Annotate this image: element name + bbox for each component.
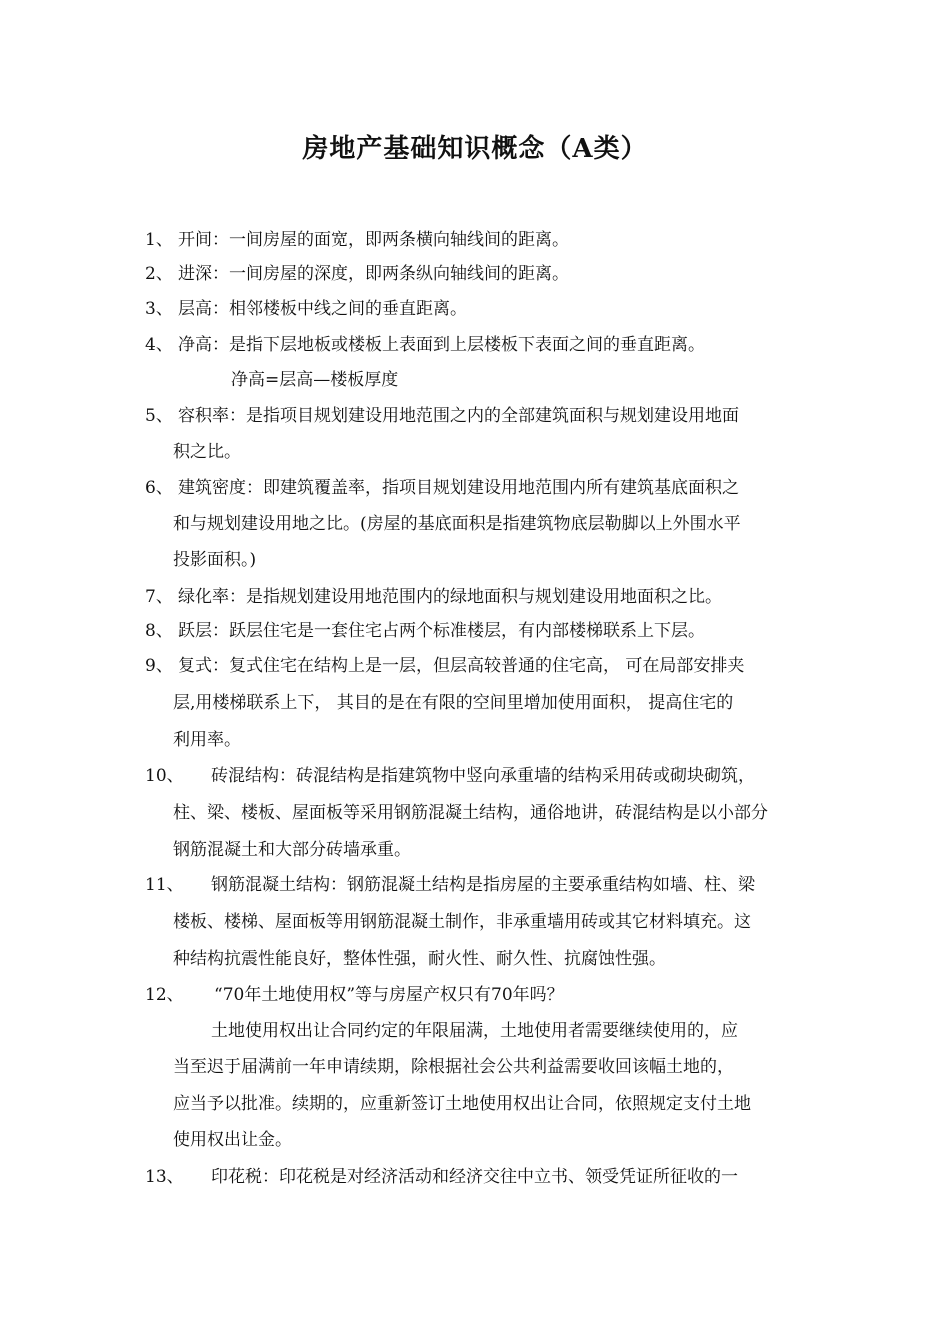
item-text: 和与规划建设用地之比。(房屋的基底面积是指建筑物底层勒脚以上外围水平 — [173, 514, 741, 534]
item-text: 积之比。 — [173, 442, 241, 462]
item-text: 建筑密度：即建筑覆盖率，指项目规划建设用地范围内所有建筑基底面积之 — [178, 478, 739, 498]
item-text: 应当予以批准。续期的，应重新签订土地使用权出让合同，依照规定支付土地 — [173, 1094, 751, 1114]
item-text: 土地使用权出让合同约定的年限届满，土地使用者需要继续使用的，应 — [211, 1021, 738, 1041]
item-text: 投影面积。) — [173, 550, 257, 570]
item-text: 当至迟于届满前一年申请续期，除根据社会公共利益需要收回该幅土地的， — [173, 1057, 734, 1077]
item-number: 6、 — [145, 478, 173, 498]
item-number: 11、 — [145, 875, 184, 895]
page-title: 房地产基础知识概念（A类） — [302, 134, 648, 164]
item-text: 容积率：是指项目规划建设用地范围之内的全部建筑面积与规划建设用地面 — [178, 406, 739, 426]
item-text: 净高：是指下层地板或楼板上表面到上层楼板下表面之间的垂直距离。 — [178, 335, 705, 355]
item-text: “70年土地使用权”等与房屋产权只有70年吗？ — [214, 985, 564, 1005]
item-text: 种结构抗震性能良好，整体性强，耐火性、耐久性、抗腐蚀性强。 — [173, 949, 666, 969]
item-number: 9、 — [145, 656, 173, 676]
item-text: 钢筋混凝土和大部分砖墙承重。 — [173, 840, 411, 860]
item-number: 5、 — [145, 406, 173, 426]
item-text: 楼板、楼梯、屋面板等用钢筋混凝土制作，非承重墙用砖或其它材料填充。这 — [173, 912, 751, 932]
item-text: 绿化率：是指规划建设用地范围内的绿地面积与规划建设用地面积之比。 — [178, 587, 722, 607]
item-text: 开间：一间房屋的面宽，即两条横向轴线间的距离。 — [178, 230, 569, 250]
item-text: 层高：相邻楼板中线之间的垂直距离。 — [178, 299, 467, 319]
item-text: 跃层：跃层住宅是一套住宅占两个标准楼层，有内部楼梯联系上下层。 — [178, 621, 705, 641]
item-text: 砖混结构：砖混结构是指建筑物中竖向承重墙的结构采用砖或砌块砌筑， — [211, 766, 755, 786]
item-text: 柱、梁、楼板、屋面板等采用钢筋混凝土结构，通俗地讲，砖混结构是以小部分 — [173, 803, 768, 823]
item-text: 复式：复式住宅在结构上是一层，但层高较普通的住宅高， 可在局部安排夹 — [178, 656, 745, 676]
item-text: 进深：一间房屋的深度，即两条纵向轴线间的距离。 — [178, 264, 569, 284]
item-number: 13、 — [145, 1167, 184, 1187]
item-text: 钢筋混凝土结构：钢筋混凝土结构是指房屋的主要承重结构如墙、柱、梁 — [211, 875, 755, 895]
item-number: 4、 — [145, 335, 173, 355]
item-text: 使用权出让金。 — [173, 1130, 292, 1150]
item-number: 2、 — [145, 264, 173, 284]
item-number: 12、 — [145, 985, 184, 1005]
item-number: 3、 — [145, 299, 173, 319]
formula: 净高=层高—楼板厚度 — [231, 370, 399, 390]
item-text: 印花税：印花税是对经济活动和经济交往中立书、领受凭证所征收的一 — [211, 1167, 738, 1187]
item-number: 10、 — [145, 766, 184, 786]
item-number: 8、 — [145, 621, 173, 641]
item-number: 7、 — [145, 587, 173, 607]
item-text: 利用率。 — [173, 730, 241, 750]
item-number: 1、 — [145, 230, 173, 250]
item-text: 层,用楼梯联系上下， 其目的是在有限的空间里增加使用面积， 提高住宅的 — [173, 693, 734, 713]
